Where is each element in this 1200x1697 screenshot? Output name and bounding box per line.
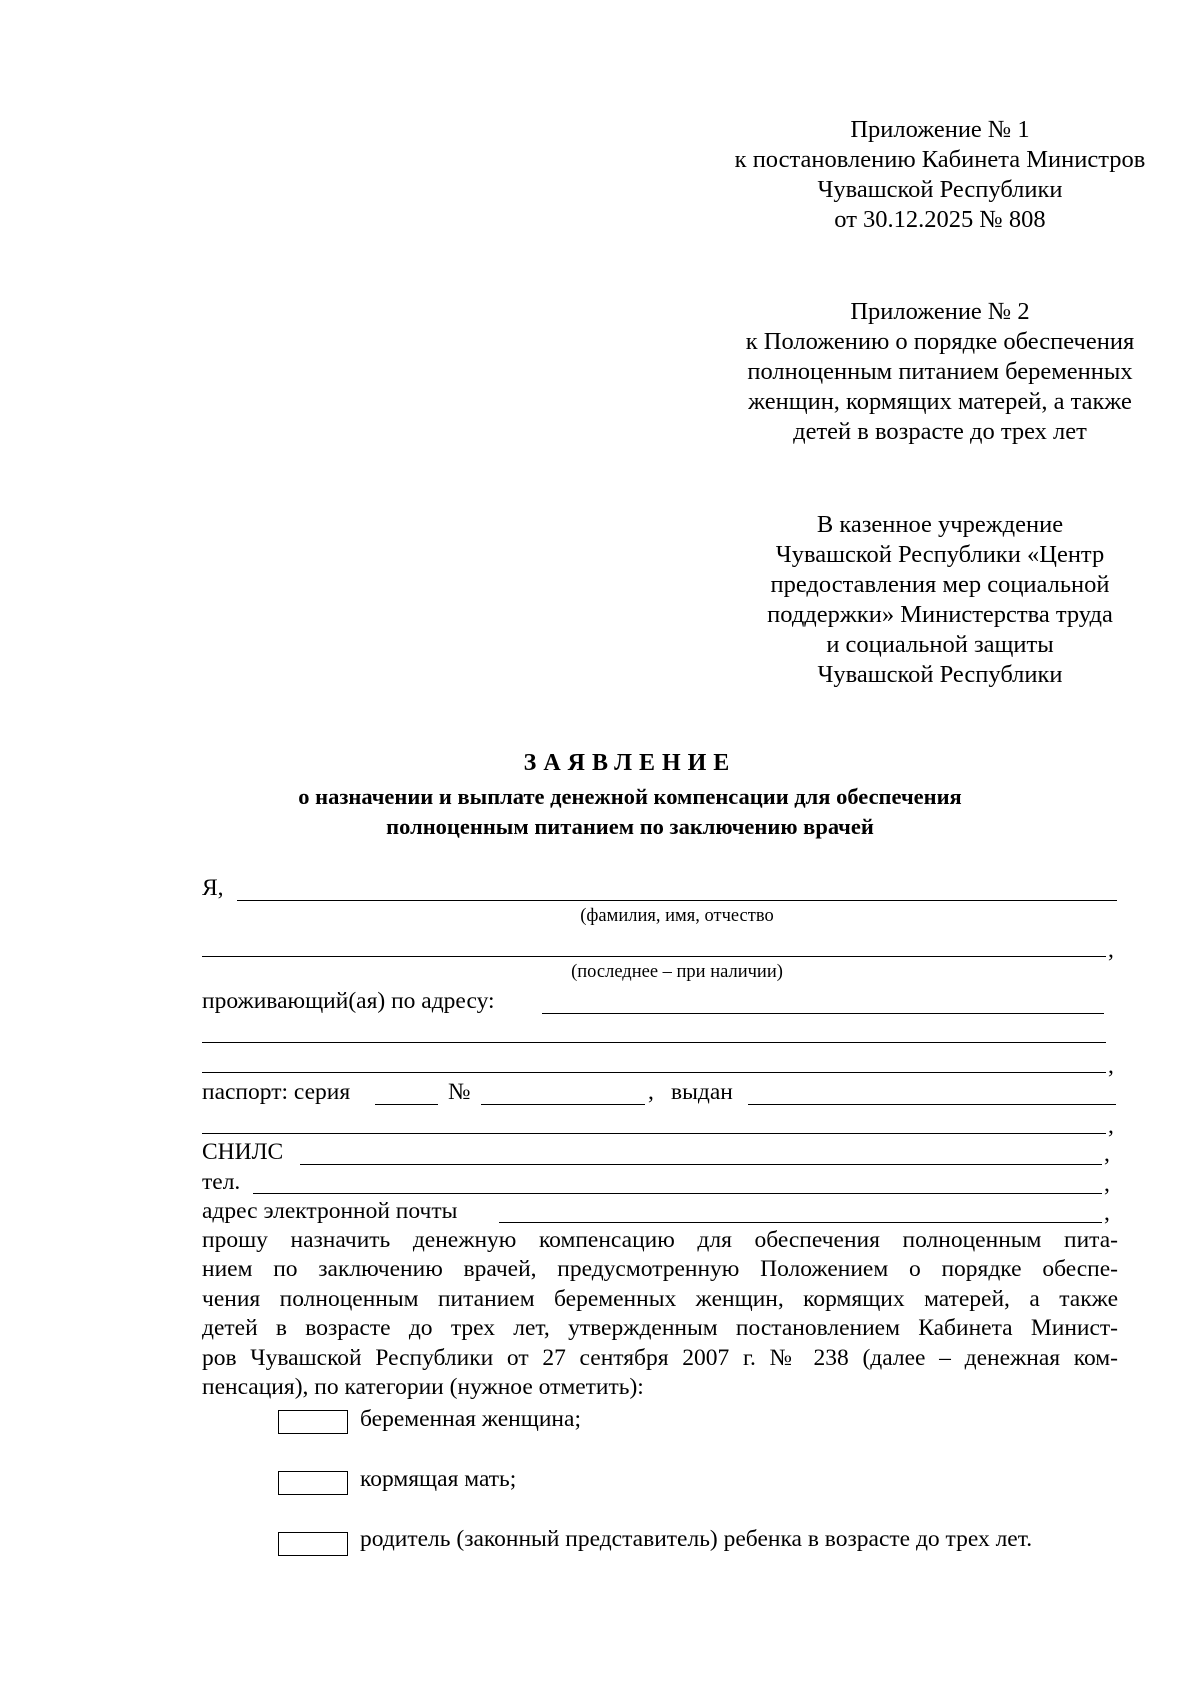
fio-hint-last: (последнее – при наличии) <box>571 962 783 982</box>
appendix-2-line: Приложение № 2 <box>850 298 1030 325</box>
passport-series-label: паспорт: серия <box>202 1079 351 1105</box>
comma: , <box>1108 937 1114 963</box>
phone-field[interactable] <box>253 1193 1102 1194</box>
document-subtitle-line-1: о назначении и выплате денежной компенсации для обеспечения <box>298 784 962 809</box>
category-label-pregnant: беременная женщина; <box>360 1406 581 1432</box>
addressee-line: и социальной защиты <box>826 631 1054 658</box>
addressee-block <box>660 510 1200 690</box>
request-line: нием по заключению врачей, предусмотренную Положением о порядке обеспе- <box>202 1256 1118 1283</box>
category-label-parent: родитель (законный представитель) ребенка в возрасте до трех лет. <box>360 1526 1033 1552</box>
address-label: проживающий(ая) по адресу: <box>202 988 495 1014</box>
address-field[interactable] <box>542 1013 1104 1014</box>
address-field-line-3[interactable] <box>202 1072 1106 1073</box>
request-line: прошу назначить денежную компенсацию для обеспечения полноценным пита- <box>202 1227 1118 1253</box>
appendix-1-line: к постановлению Кабинета Министров <box>734 146 1146 173</box>
appendix-1-header <box>660 115 1200 235</box>
request-line: детей в возрасте до трех лет, утвержденным постановлением Кабинета Минист- <box>202 1315 1118 1342</box>
passport-issued-field[interactable] <box>748 1104 1116 1105</box>
snils-label: СНИЛС <box>202 1139 284 1165</box>
category-checkbox-parent[interactable] <box>278 1532 348 1556</box>
fio-hint: (фамилия, имя, отчество <box>580 906 774 926</box>
request-line: чения полноценным питанием беременных женщин, кормящих матерей, а также <box>202 1285 1118 1312</box>
addressee-line: В казенное учреждение <box>816 511 1064 538</box>
appendix-2-line: к Положению о порядке обеспечения <box>745 328 1135 355</box>
fio-field[interactable] <box>237 900 1117 901</box>
category-checkbox-pregnant[interactable] <box>278 1410 348 1434</box>
email-label: адрес электронной почты <box>202 1198 458 1224</box>
request-paragraph <box>202 1226 1118 1402</box>
appendix-2-line: детей в возрасте до трех лет <box>793 418 1087 445</box>
passport-number-field[interactable] <box>481 1104 645 1105</box>
address-field-line-2[interactable] <box>202 1042 1106 1043</box>
passport-issued-field-line-2[interactable] <box>202 1133 1106 1134</box>
comma: , <box>1104 1200 1110 1226</box>
request-line: пенсация), по категории (нужное отметить): <box>202 1374 644 1401</box>
comma: , <box>1104 1141 1110 1167</box>
appendix-1-line: Приложение № 1 <box>850 116 1030 143</box>
appendix-1-line: Чувашской Республики <box>817 176 1063 203</box>
addressee-line: Чувашской Республики <box>817 661 1063 688</box>
email-field[interactable] <box>499 1222 1102 1223</box>
document-title: ЗАЯВЛЕНИЕ <box>523 750 737 776</box>
passport-number-label: № <box>448 1079 471 1105</box>
addressee-line: предоставления мер социальной <box>770 571 1110 598</box>
comma: , <box>1108 1053 1114 1079</box>
appendix-2-header <box>660 297 1200 447</box>
comma: , <box>1104 1171 1110 1197</box>
category-checkbox-nursing-mother[interactable] <box>278 1471 348 1495</box>
snils-field[interactable] <box>300 1164 1102 1165</box>
comma: , <box>1108 1113 1114 1139</box>
category-label-nursing-mother: кормящая мать; <box>360 1466 517 1492</box>
phone-label: тел. <box>202 1169 241 1195</box>
addressee-line: Чувашской Республики «Центр <box>775 541 1105 568</box>
fio-field-continued[interactable] <box>202 956 1106 957</box>
passport-issued-label: выдан <box>671 1079 733 1105</box>
comma: , <box>648 1079 654 1105</box>
request-line: ров Чувашской Республики от 27 сентября 2007 г. № 238 (далее – денежная ком- <box>202 1344 1118 1371</box>
document-subtitle-line-2: полноценным питанием по заключению врачей <box>386 814 874 839</box>
passport-series-field[interactable] <box>375 1104 438 1105</box>
ya-label: Я, <box>202 875 224 901</box>
appendix-1-line: от 30.12.2025 № 808 <box>834 206 1046 233</box>
appendix-2-line: полноценным питанием беременных <box>747 358 1133 385</box>
appendix-2-line: женщин, кормящих матерей, а также <box>748 388 1132 415</box>
addressee-line: поддержки» Министерства труда <box>767 601 1113 628</box>
